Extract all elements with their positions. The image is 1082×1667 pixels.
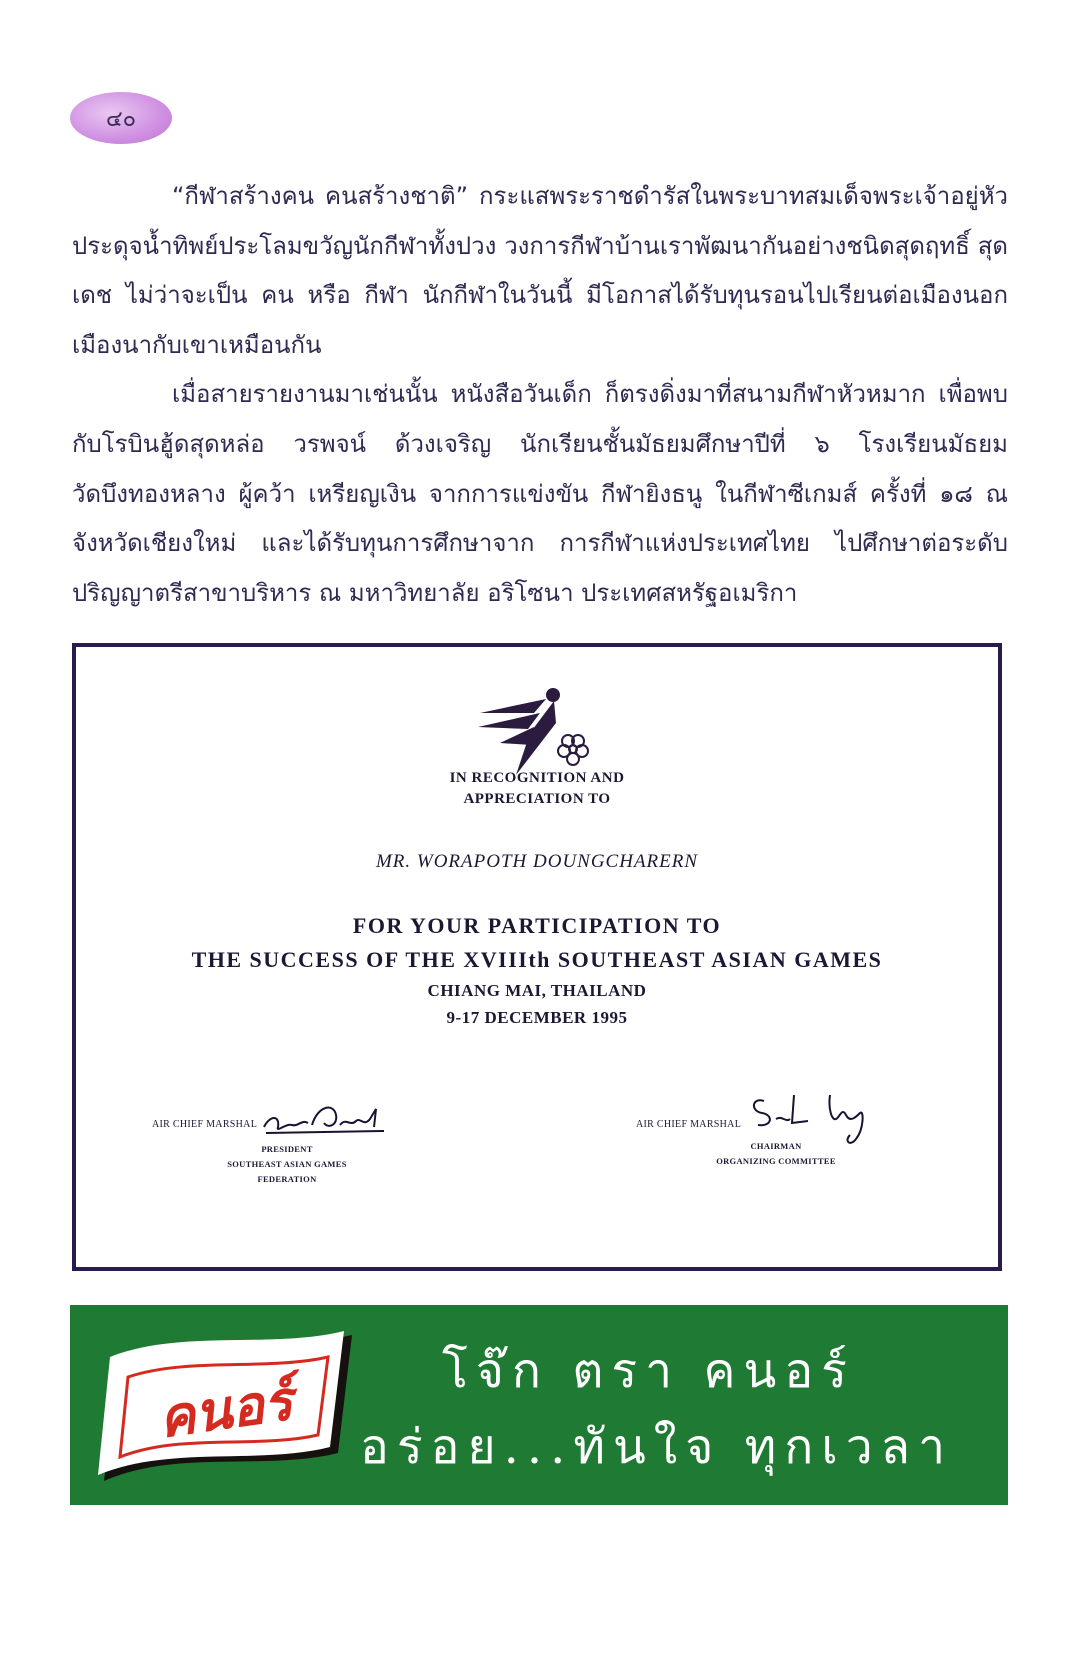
knorr-ad-banner bbox=[70, 1305, 1008, 1505]
article-body bbox=[72, 172, 1008, 618]
certificate-line-2: THE SUCCESS OF THE XVIIIth SOUTHEAST ASIAN GAMES bbox=[191, 947, 883, 972]
signature-left-icon bbox=[260, 1097, 390, 1137]
knorr-logo-icon bbox=[76, 1313, 376, 1503]
certificate-recipient: MR. WORAPOTH DOUNGCHARERN bbox=[375, 851, 699, 872]
certificate-line-1: FOR YOUR PARTICIPATION TO bbox=[352, 913, 722, 938]
page-number: ๔๐ bbox=[105, 106, 137, 132]
article-paragraph-1: “กีฬาสร้างคน คนสร้างชาติ” กระแสพระราชดำรัสในพระบาทสมเด็จพระเจ้าอยู่หัว ประดุจน้ำทิพย์ประโลมขวัญนักกีฬาทั้งปวง วงการกีฬาบ้านเราพัฒนากันอย่างชนิดสุดฤทธิ์ สุดเดช ไม่ว่าจะเป็น คน หรือ กีฬา นักกีฬาในวันนี้ มีโอกาสได้รับทุนรอนไปเรียนต่อเมืองนอกเมืองนากับเขาเหมือนกัน bbox=[72, 182, 1008, 359]
ad-tagline-1: โจ๊ก ตรา คนอร์ bbox=[442, 1343, 855, 1399]
signatory-left-title-1: PRESIDENT bbox=[261, 1144, 313, 1154]
signatory-right-title-2: ORGANIZING COMMITTEE bbox=[716, 1156, 836, 1166]
certificate-heading-line-1: IN RECOGNITION AND bbox=[449, 770, 625, 786]
signatory-right-title-1: CHAIRMAN bbox=[750, 1141, 802, 1151]
signatory-right-rank: AIR CHIEF MARSHAL bbox=[636, 1119, 742, 1130]
page-number-badge bbox=[70, 92, 172, 144]
signatory-left-title-2: SOUTHEAST ASIAN GAMES bbox=[227, 1159, 347, 1169]
certificate-location: CHIANG MAI, THAILAND bbox=[427, 981, 647, 1000]
certificate bbox=[72, 643, 1002, 1271]
signatory-left-title-3: FEDERATION bbox=[257, 1174, 317, 1184]
ad-tagline-2: อร่อย...ทันใจ ทุกเวลา bbox=[360, 1419, 954, 1475]
knorr-logo-text: คนอร์ bbox=[154, 1368, 297, 1451]
certificate-heading-line-2: APPRECIATION TO bbox=[463, 791, 611, 807]
article-paragraph-2: เมื่อสายรายงานมาเช่นนั้น หนังสือวันเด็ก ก็ตรงดิ่งมาที่สนามกีฬาหัวหมาก เพื่อพบกับโรบินฮู้ดสุดหล่อ วรพจน์ ด้วงเจริญ นักเรียนชั้นมัธยมศึกษาปีที่ ๖ โรงเรียนมัธยมวัดบึงทองหลาง ผู้คว้า เหรียญเงิน จากการแข่งขัน กีฬายิงธนู ในกีฬาซีเกมส์ ครั้งที่ ๑๘ ณ จังหวัดเชียงใหม่ และได้รับทุนการศึกษาจาก การกีฬาแห่งประเทศไทย ไปศึกษาต่อระดับปริญญาตรีสาขาบริหาร ณ มหาวิทยาลัย อริโซนา ประเทศสหรัฐอเมริกา bbox=[72, 380, 1008, 607]
signatory-left-rank: AIR CHIEF MARSHAL bbox=[152, 1119, 258, 1130]
certificate-dates: 9-17 DECEMBER 1995 bbox=[446, 1008, 628, 1027]
